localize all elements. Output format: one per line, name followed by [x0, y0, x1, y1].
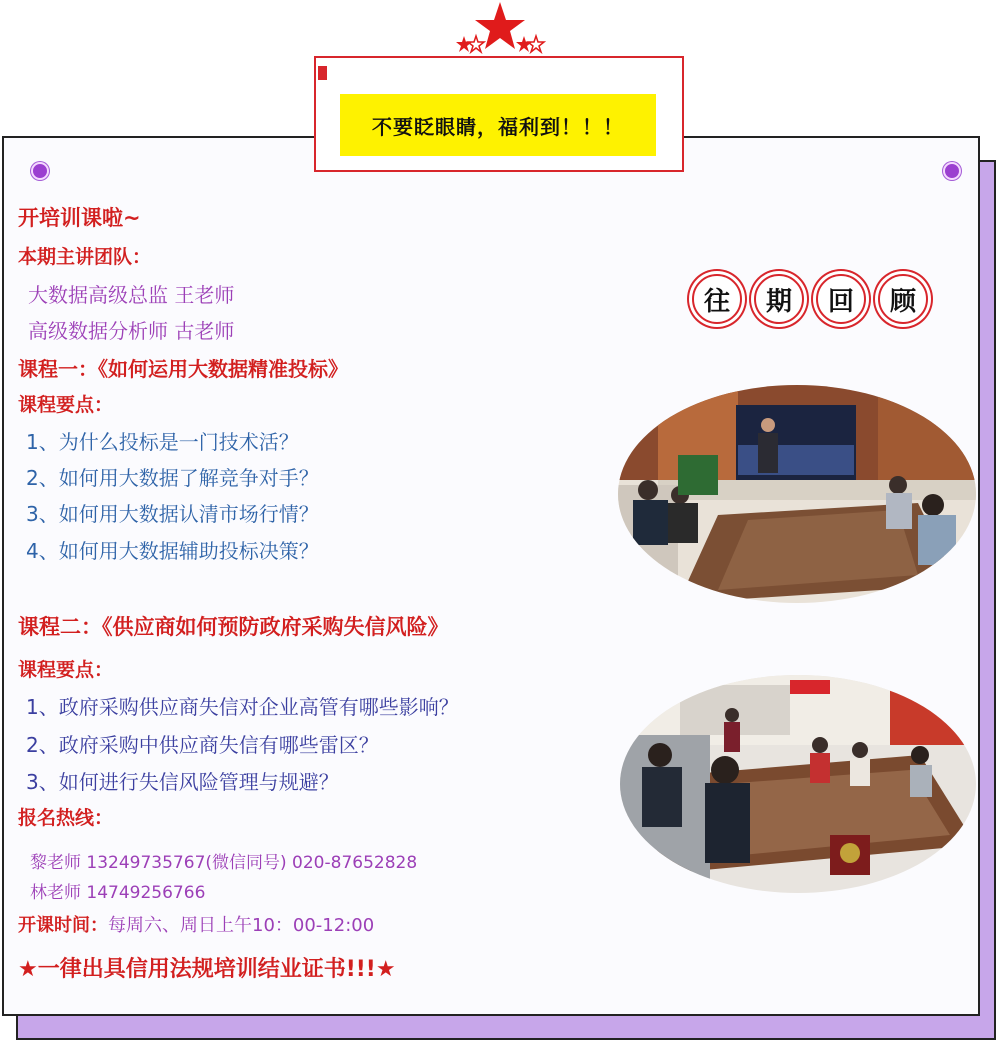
course1-title: [18, 353, 348, 382]
small-star-outline-icon: [528, 36, 544, 52]
hotline-entry: 林老师 14749256766: [30, 883, 206, 903]
course2-title: 课程二：《供应商如何预防政府采购失信风险》: [18, 615, 449, 639]
review-heading: [688, 270, 932, 328]
course2-point: 2、政府采购中供应商失信有哪些雷区？: [26, 733, 379, 757]
small-star-outline-icon: [468, 36, 484, 52]
course1-title-text: 课程一：《如何运用大数据精准投标》: [18, 357, 348, 381]
certificate-note: ★一律出具信用法规培训结业证书!!!★: [18, 957, 396, 982]
team-member: 高级数据分析师 古老师: [28, 319, 235, 343]
schedule-line: [18, 911, 374, 937]
training-photo-2-image: [620, 675, 976, 893]
course1-point: 1、为什么投标是一门技术活？: [26, 430, 299, 454]
review-char: 回: [816, 274, 866, 324]
hotline-entry: 黎老师 13249735767(微信同号) 020-87652828: [30, 853, 418, 873]
pin-dot-left: [31, 162, 49, 180]
course1-points-title: 课程要点：: [18, 394, 114, 416]
team-title: 本期主讲团队：: [18, 246, 152, 268]
course2-point: 3、如何进行失信风险管理与规避？: [26, 770, 339, 794]
schedule-value: 每周六、周日上午10：00-12:00: [108, 915, 375, 936]
hotline-title: 报名热线：: [18, 807, 114, 829]
schedule-label: 开课时间：: [18, 915, 108, 936]
training-photo-1: [618, 385, 976, 603]
course1-point: 3、如何用大数据认清市场行情？: [26, 502, 319, 526]
training-photo-1-image: [618, 385, 976, 603]
course1-point: 4、如何用大数据辅助投标决策？: [26, 539, 319, 563]
pin-dot-right: [943, 162, 961, 180]
review-char: 往: [692, 274, 742, 324]
training-photo-2: [620, 675, 976, 893]
team-member: 大数据高级总监 王老师: [28, 283, 235, 307]
review-char: 期: [754, 274, 804, 324]
review-char: 顾: [878, 274, 928, 324]
headline: 开培训课啦~: [18, 206, 141, 230]
banner-corner-mark: [318, 66, 327, 80]
stars-decoration: [452, 0, 548, 56]
banner-title: 不要眨眼睛，福利到！！！: [340, 94, 656, 156]
course2-point: 1、政府采购供应商失信对企业高管有哪些影响？: [26, 695, 459, 719]
course2-points-title: 课程要点：: [18, 659, 114, 681]
course1-point: 2、如何用大数据了解竞争对手？: [26, 466, 319, 490]
